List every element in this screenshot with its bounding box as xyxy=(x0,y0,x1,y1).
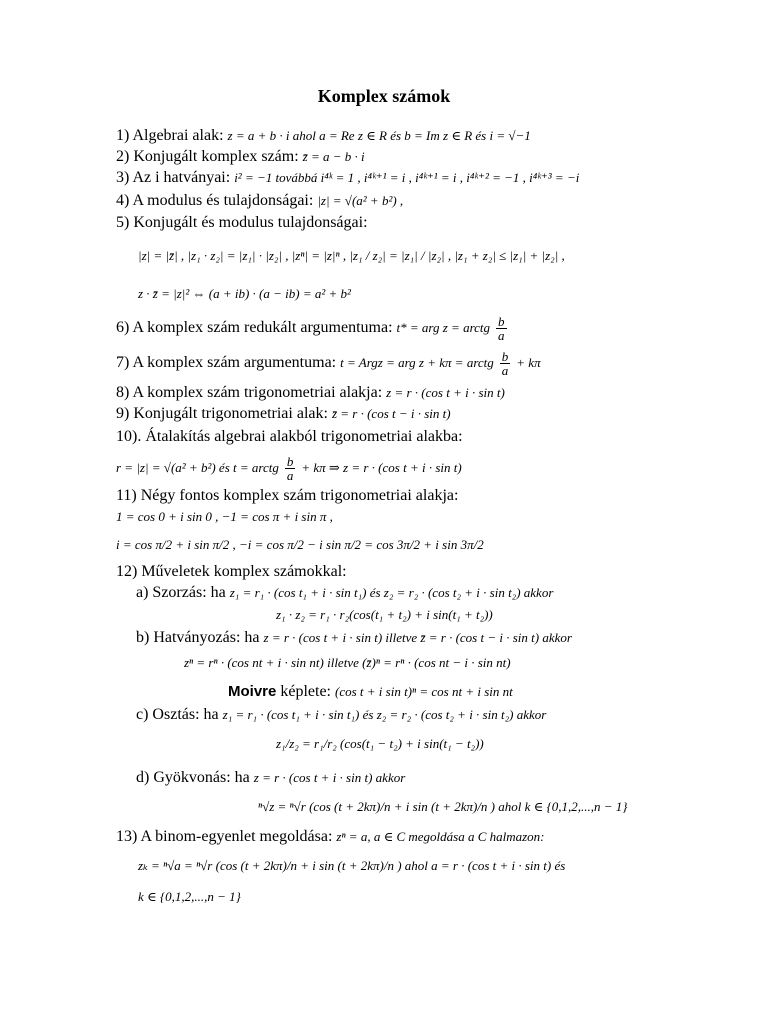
item-11-formula-1: 1 = cos 0 + i sin 0 , −1 = cos π + i sin π , xyxy=(116,509,333,524)
item-12b-label: b) Hatványozás: ha xyxy=(136,629,260,646)
item-12 xyxy=(116,564,347,580)
moivre-name: Moivre xyxy=(228,683,277,700)
item-8-formula: z = r · (cos t + i · sin t) xyxy=(386,385,505,400)
item-6-numerator: b xyxy=(498,314,505,329)
item-7-label: 7) A komplex szám argumentuma: xyxy=(116,354,337,372)
item-10-formula-line xyxy=(116,455,462,482)
item-6-formula: t* = arg z = arctg xyxy=(396,320,491,336)
item-6 xyxy=(116,315,509,342)
item-12a-formula: z₁ = r₁ · (cos t₁ + i · sin t₁) és z₂ = r₂ · (cos t₂ + i · sin t₂) akkor xyxy=(229,585,554,600)
item-13-label: 13) A binom-egyenlet megoldása: xyxy=(116,828,333,845)
moivre-label: képlete: xyxy=(280,683,331,700)
item-10-fraction xyxy=(285,455,296,482)
item-12a-label: a) Szorzás: ha xyxy=(136,584,226,601)
item-13-formula: zⁿ = a, a ∈ C megoldása a C halmazon: xyxy=(336,829,545,844)
item-12c-formula-2: z₁/z₂ = r₁/r₂ (cos(t₁ − t₂) + i sin(t₁ − t₂)) xyxy=(276,736,484,751)
item-12d-formula: z = r · (cos t + i · sin t) akkor xyxy=(253,770,406,785)
item-2-formula: z̄ = a − b · i xyxy=(302,149,365,164)
item-11-label: 11) Négy fontos komplex szám trigonometriai alakja: xyxy=(116,487,459,504)
item-3-label: 3) Az i hatványai: xyxy=(116,169,231,186)
item-10-formula: r = |z| = √(a² + b²) és t = arctg xyxy=(116,460,279,476)
item-10-denominator: a xyxy=(286,468,294,483)
item-10-formula-tail: + kπ ⇒ z = r · (cos t + i · sin t) xyxy=(301,460,462,476)
item-5-formula-2: z · z̄ = |z|² ⇔ (a + ib) · (a − ib) = a² + b² xyxy=(138,286,351,301)
item-10-numerator: b xyxy=(286,454,294,469)
item-3 xyxy=(116,170,579,186)
item-12d-formula-2: ⁿ√z = ⁿ√r (cos (t + 2kπ)/n + i sin (t + 2kπ)/n ) ahol k ∈ {0,1,2,...,n − 1} xyxy=(258,799,628,814)
item-9-label: 9) Konjugált trigonometriai alak: xyxy=(116,405,328,422)
item-13-formula-2: zₖ = ⁿ√a = ⁿ√r (cos (t + 2kπ)/n + i sin (t + 2kπ)/n ) ahol a = r · (cos t + i · sin t) és xyxy=(138,858,566,873)
item-7-numerator: b xyxy=(501,349,509,364)
item-8 xyxy=(116,385,505,401)
item-11-formula-2: i = cos π/2 + i sin π/2 , −i = cos π/2 − i sin π/2 = cos 3π/2 + i sin 3π/2 xyxy=(116,537,484,552)
item-9 xyxy=(116,406,451,422)
item-13-formula-3: k ∈ {0,1,2,...,n − 1} xyxy=(138,889,241,904)
item-12d-label: d) Gyökvonás: ha xyxy=(136,769,250,786)
item-1-formula: z = a + b · i ahol a = Re z ∈ R és b = Im z ∈ R és i = √−1 xyxy=(227,128,531,143)
item-7 xyxy=(116,350,541,377)
item-4-label: 4) A modulus és tulajdonságai: xyxy=(116,192,314,209)
item-7-fraction xyxy=(500,350,511,377)
item-6-fraction xyxy=(496,315,507,342)
item-6-label: 6) A komplex szám redukált argumentuma: xyxy=(116,319,393,337)
item-12c xyxy=(136,707,546,723)
item-10 xyxy=(116,429,463,445)
item-7-denominator: a xyxy=(501,363,509,378)
item-3-formula: i² = −1 továbbá i⁴ᵏ = 1 , i⁴ᵏ⁺¹ = i , i⁴ᵏ⁺¹ = i , i⁴ᵏ⁺² = −1 , i⁴ᵏ⁺³ = −i xyxy=(234,170,580,185)
item-12c-formula: z₁ = r₁ · (cos t₁ + i · sin t₁) és z₂ = r₂ · (cos t₂ + i · sin t₂) akkor xyxy=(222,707,547,722)
item-12b-formula: z = r · (cos t + i · sin t) illetve z̄ = r · (cos t − i · sin t) akkor xyxy=(263,630,572,645)
item-11 xyxy=(116,488,458,504)
moivre-formula: (cos t + i sin t)ⁿ = cos nt + i sin nt xyxy=(335,684,513,699)
item-9-formula: z̄ = r · (cos t − i · sin t) xyxy=(331,406,451,421)
item-6-denominator: a xyxy=(498,328,505,343)
item-12b xyxy=(136,630,572,646)
item-12b-formula-2: zⁿ = rⁿ · (cos nt + i · sin nt) illetve (z̄)ⁿ = rⁿ · (cos nt − i · sin nt) xyxy=(184,655,511,670)
item-12-label: 12) Műveletek komplex számokkal: xyxy=(116,563,347,580)
item-12a-formula-2: z₁ · z₂ = r₁ · r₂(cos(t₁ + t₂) + i sin(t₁ + t₂)) xyxy=(276,607,493,622)
item-5-label: 5) Konjugált és modulus tulajdonságai: xyxy=(116,214,368,231)
item-8-label: 8) A komplex szám trigonometriai alakja: xyxy=(116,384,383,401)
item-2-label: 2) Konjugált komplex szám: xyxy=(116,148,299,165)
item-12c-label: c) Osztás: ha xyxy=(136,706,219,723)
item-1-label: 1) Algebrai alak: xyxy=(116,127,224,144)
moivre-formula-line xyxy=(228,684,513,700)
item-4-formula: |z| = √(a² + b²) , xyxy=(317,193,404,208)
item-4 xyxy=(116,193,403,209)
item-7-formula-tail: + kπ xyxy=(516,355,541,371)
item-12d xyxy=(136,770,405,786)
item-10-label: 10). Átalakítás algebrai alakból trigonometriai alakba: xyxy=(116,428,463,445)
item-12a xyxy=(136,585,553,601)
item-7-formula: t = Argz = arg z + kπ = arctg xyxy=(340,355,494,371)
item-5-formula-1: |z| = |z̄| , |z₁ · z₂| = |z₁| · |z₂| , |zⁿ| = |z|ⁿ , |z₁ / z₂| = |z₁| / |z₂| , |z₁ + z₂| ≤ |z₁| + |z₂| , xyxy=(138,248,565,263)
item-5 xyxy=(116,215,368,231)
page-title: Komplex számok xyxy=(317,86,451,106)
item-2 xyxy=(116,149,365,165)
item-1 xyxy=(116,128,531,144)
item-13 xyxy=(116,829,545,845)
